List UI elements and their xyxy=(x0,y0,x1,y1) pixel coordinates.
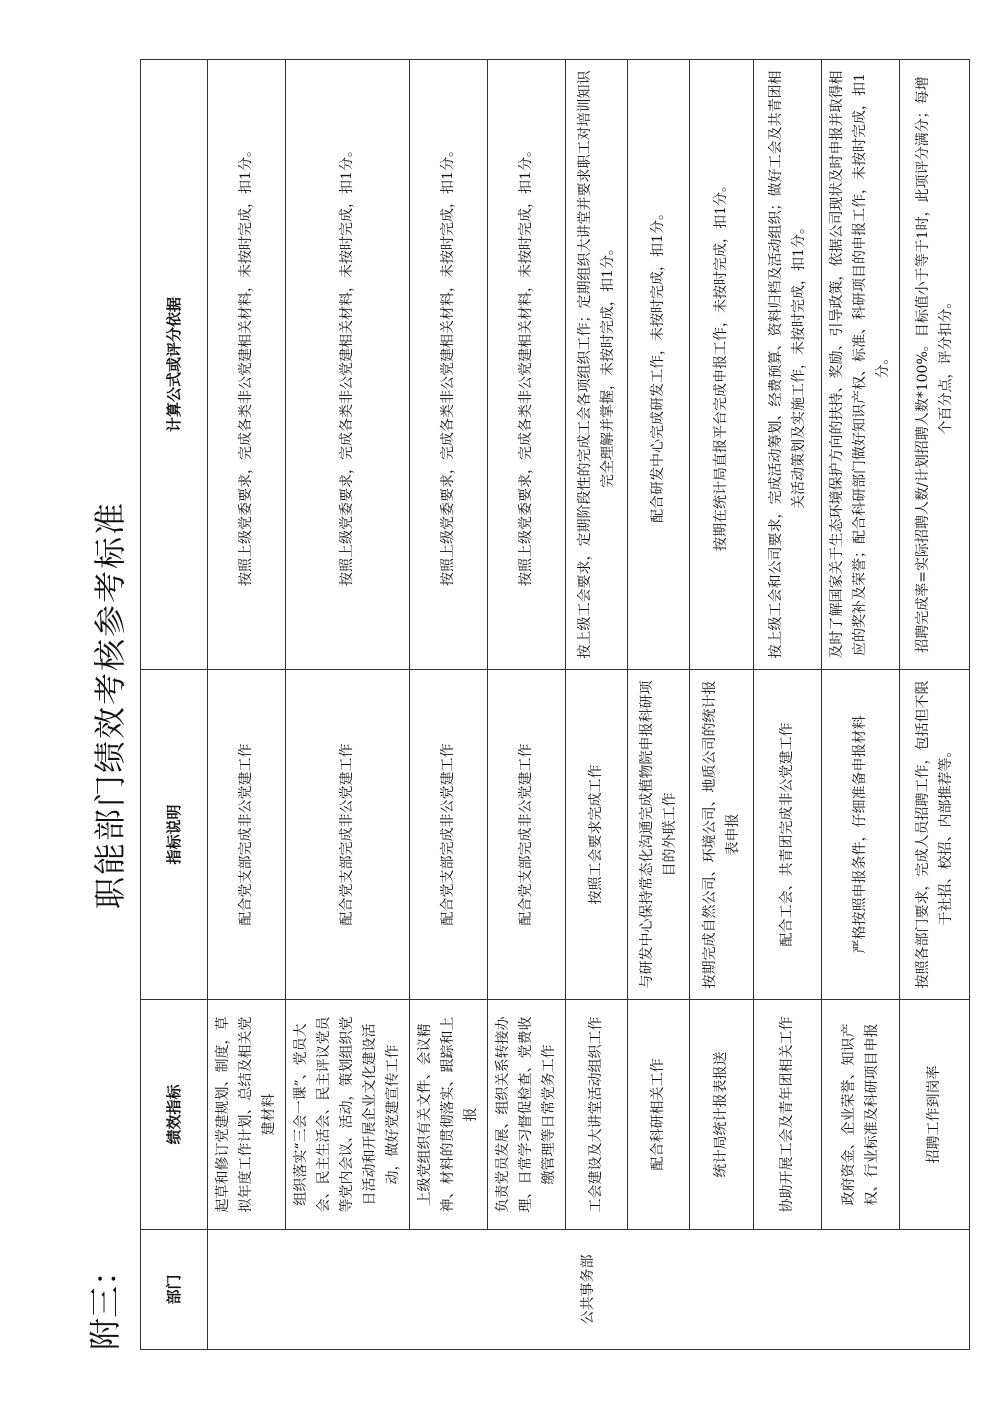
indicator-cell: 统计局统计报表报送 xyxy=(690,1000,754,1230)
indicator-cell: 组织落实“三会一课”、党员大会、民主生活会、民主评议党员等党内会议、活动，策划组织党日活动和开展企业文化建设活动，做好党建宣传工作 xyxy=(286,1000,410,1230)
table-row xyxy=(754,60,822,1350)
indicator-cell: 配合科研相关工作 xyxy=(628,1000,690,1230)
table-row xyxy=(822,60,900,1350)
header-explanation: 指标说明 xyxy=(141,670,208,1000)
basis-cell: 按照上级党委要求，完成各类非公党建相关材料，未按时完成，扣1分。 xyxy=(488,60,566,670)
basis-cell: 按上级工会和公司要求，完成活动筹划、经费预算、资料归档及活动组织；做好工会及共青团相关活动策划及实施工作，未按时完成，扣1分。 xyxy=(754,60,822,670)
explanation-cell: 配合党支部完成非公党建工作 xyxy=(410,670,488,1000)
indicator-cell: 上级党组织有关文件、会议精神、材料的贯彻落实、跟踪和上报 xyxy=(410,1000,488,1230)
basis-cell: 及时了解国家关于生态环境保护方向的扶持、奖励、引导政策，依据公司现状及时申报并取得相应的奖补及荣誉；配合科研部门做好知识产权、标准、科研项目的申报工作，未按时完成，扣1分。 xyxy=(822,60,900,670)
table-row xyxy=(628,60,690,1350)
table-row xyxy=(690,60,754,1350)
basis-cell: 按上级工会要求，定期阶段性的完成工会各项组织工作；定期组织大讲堂并要求职工对培训知识完全理解并掌握，未按时完成，扣1分。 xyxy=(566,60,628,670)
department-cell: 公共事务部 xyxy=(208,1230,970,1350)
explanation-cell: 按期完成自然公司、环境公司、地质公司的统计报表申报 xyxy=(690,670,754,1000)
indicator-cell: 工会建设及大讲堂活动组织工作 xyxy=(566,1000,628,1230)
explanation-cell: 与研发中心保持常态化沟通完成植物院申报科研项目的外联工作 xyxy=(628,670,690,1000)
indicator-cell: 起草和修订党建规划、制度，草拟年度工作计划、总结及相关党建材料 xyxy=(208,1000,286,1230)
annex-label: 附三： xyxy=(86,1253,124,1350)
explanation-cell: 严格按照申报条件，仔细准备申报材料 xyxy=(822,670,900,1000)
table-row xyxy=(208,60,286,1350)
indicator-cell: 招聘工作到岗率 xyxy=(900,1000,970,1230)
table-row xyxy=(566,60,628,1350)
header-dept: 部门 xyxy=(141,1230,208,1350)
header-row xyxy=(141,60,208,1350)
basis-cell: 招聘完成率=实际招聘人数/计划招聘人数*100%。目标值小于等于1时，此项评分满分；每增个百分点，评分扣分。 xyxy=(900,60,970,670)
table-row xyxy=(488,60,566,1350)
document-title: 职能部门绩效考核参考标准 xyxy=(91,501,129,910)
indicator-cell: 政府资金、企业荣誉、知识产权、行业标准及科研项目申报 xyxy=(822,1000,900,1230)
basis-cell: 配合研发中心完成研发工作，未按时完成，扣1分。 xyxy=(628,60,690,670)
basis-cell: 按照上级党委要求，完成各类非公党建相关材料，未按时完成，扣1分。 xyxy=(208,60,286,670)
basis-cell: 按照上级党委要求，完成各类非公党建相关材料，未按时完成，扣1分。 xyxy=(410,60,488,670)
header-indicator: 绩效指标 xyxy=(141,1000,208,1230)
header-basis: 计算公式或评分依据 xyxy=(141,60,208,670)
table-row xyxy=(410,60,488,1350)
indicator-cell: 负责党员发展、组织关系转接办理、日常学习督促检查、党费收缴管理等日常党务工作 xyxy=(488,1000,566,1230)
explanation-cell: 按照工会要求完成工作 xyxy=(566,670,628,1000)
table-row xyxy=(286,60,410,1350)
basis-cell: 按期在统计局直报平台完成申报工作，未按时完成，扣1分。 xyxy=(690,60,754,670)
basis-cell: 按照上级党委要求，完成各类非公党建相关材料，未按时完成，扣1分。 xyxy=(286,60,410,670)
indicator-cell: 协助开展工会及青年团相关工作 xyxy=(754,1000,822,1230)
assessment-table xyxy=(140,59,970,1350)
explanation-cell: 配合工会、共青团完成非公党建工作 xyxy=(754,670,822,1000)
table-row xyxy=(900,60,970,1350)
rotated-page-content xyxy=(86,60,954,1350)
explanation-cell: 配合党支部完成非公党建工作 xyxy=(208,670,286,1000)
explanation-cell: 配合党支部完成非公党建工作 xyxy=(286,670,410,1000)
explanation-cell: 按照各部门要求，完成人员招聘工作，包括但不限于社招、校招、内部推荐等。 xyxy=(900,670,970,1000)
explanation-cell: 配合党支部完成非公党建工作 xyxy=(488,670,566,1000)
